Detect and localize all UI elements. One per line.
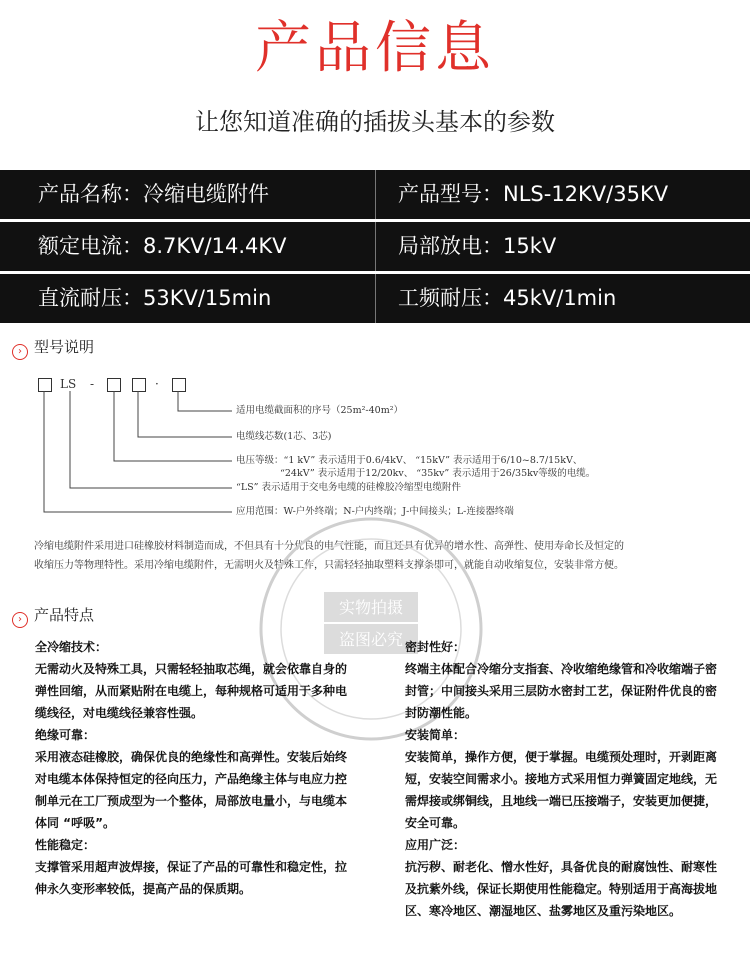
legend-voltage-1: 电压等级：“1 kV” 表示适用于0.6/4kV、 “15kV” 表示适用于6/10~8.7/15kV、 [236, 455, 583, 466]
feature-title: 应用广泛： [405, 838, 466, 852]
features-heading-label: 产品特点 [34, 606, 95, 624]
feature-title: 安装简单： [405, 728, 466, 742]
feature-line: 安全可靠。 [405, 816, 466, 830]
feature-line: 封管；中间接头采用三层防水密封工艺，保证附件优良的密 [405, 684, 718, 698]
features-left-column [35, 636, 375, 900]
legend-ls: “LS” 表示适用于交电务电缆的硅橡胶冷缩型电缆附件 [236, 482, 462, 493]
feature-line: 安装简单，操作方便，便于掌握。电缆预处理时，开剥距离 [405, 750, 718, 764]
feature-line: 弹性回缩，从而紧贴附在电缆上，每种规格可适用于多种电 [35, 684, 348, 698]
description-line: 冷缩电缆附件采用进口硅橡胶材料制造而成，不但具有十分优良的电气性能，而且还具有优异的增水性、高弹性、使用寿命长及恒定的 [34, 541, 624, 552]
legend-cores: 电缆线芯数(1芯、3芯) [236, 431, 332, 442]
spec-dc-withstand: 直流耐压：53KV/15min [38, 286, 272, 310]
feature-line: 区、寒冷地区、潮湿地区、盐雾地区及重污染地区。 [405, 904, 682, 918]
spec-model: 产品型号：NLS-12KV/35KV [398, 182, 669, 206]
code-dash: - [90, 377, 95, 391]
code-ls: LS [60, 377, 77, 391]
feature-line: 终端主体配合冷缩分支指套、冷收缩绝缘管和冷收缩端子密 [405, 662, 718, 676]
feature-line: 制单元在工厂预成型为一个整体，局部放电量小，与电缆本 [35, 794, 348, 808]
feature-line: 短，安装空间需求小。接地方式采用恒力弹簧固定地线，无 [405, 772, 718, 786]
page-title: 产品信息 [255, 16, 495, 81]
feature-title: 密封性好： [405, 640, 466, 654]
features-section-heading [12, 604, 94, 626]
watermark-text-2: 盗图必究 [338, 630, 404, 649]
spec-rated-current: 额定电流：8.7KV/14.4KV [38, 234, 287, 258]
features-right-column [405, 636, 745, 922]
feature-line: 采用液态硅橡胶，确保优良的绝缘性和高弹性。安装后始终 [35, 750, 348, 764]
feature-line: 缆线径，对电缆线径兼容性强。 [35, 706, 204, 720]
feature-line: 封防潮性能。 [405, 706, 478, 720]
legend-application: 应用范围：W-户外终端；N-户内终端；J-中间接头；L-连接器终端 [236, 506, 514, 517]
feature-title: 性能稳定： [35, 838, 96, 852]
feature-title: 绝缘可靠： [35, 728, 96, 742]
watermark-text-1: 实物拍摄 [338, 598, 404, 617]
feature-line: 无需动火及特殊工具，只需轻轻抽取芯绳，就会依靠自身的 [35, 662, 348, 676]
feature-line: 需焊接或绑铜线，且地线一端已压接端子，安装更加便捷， [405, 794, 718, 808]
chevron-right-icon: › [12, 344, 28, 360]
spec-name: 产品名称：冷缩电缆附件 [38, 182, 269, 206]
feature-title: 全冷缩技术： [35, 640, 108, 654]
feature-line: 伸永久变形率较低，提高产品的保质期。 [35, 882, 252, 896]
feature-line: 及抗紫外线，保证长期使用性能稳定。特别适用于高海拔地 [405, 882, 718, 896]
code-dot: · [155, 377, 159, 391]
legend-section: 适用电缆截面积的序号（25m²-40m²） [236, 405, 404, 416]
feature-line: 体同 “呼吸”。 [35, 816, 115, 830]
page-subtitle: 让您知道准确的插拔头基本的参数 [195, 108, 555, 136]
feature-line: 抗污秽、耐老化、憎水性好，具备优良的耐腐蚀性、耐寒性 [405, 860, 718, 874]
spec-power-frequency-withstand: 工频耐压：45kV/1min [398, 286, 617, 310]
chevron-right-icon: › [12, 612, 28, 628]
description-line: 收缩压力等物理特性。采用冷缩电缆附件，无需明火及特殊工作，只需轻轻抽取塑料支撑条即可，就能自动收缩复位，安装非常方便。 [34, 560, 624, 571]
legend-voltage-2: “24kV” 表示适用于12/20kv、 “35kv” 表示适用于26/35kv等级的电缆。 [280, 468, 596, 479]
model-heading-label: 型号说明 [34, 338, 95, 356]
feature-line: 支撑管采用超声波焊接，保证了产品的可靠性和稳定性，拉 [35, 860, 348, 874]
feature-line: 对电缆本体保持恒定的径向压力，产品绝缘主体与电应力控 [35, 772, 348, 786]
spec-partial-discharge: 局部放电：15kV [398, 234, 557, 258]
